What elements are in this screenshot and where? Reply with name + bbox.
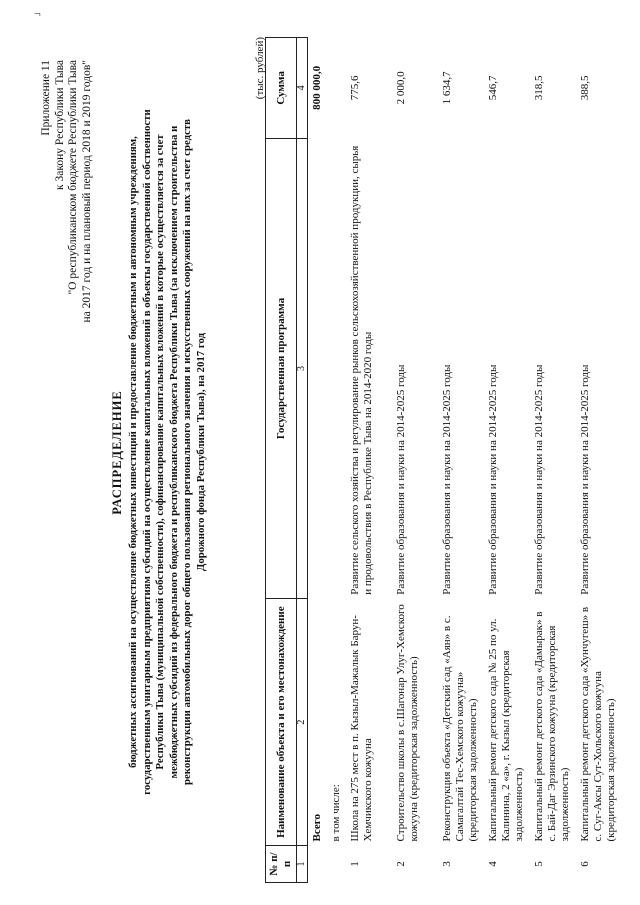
total-label: Всего [311, 814, 323, 842]
unit-note: (тыс. рублей) [254, 37, 266, 100]
col-number-4: 4 [297, 38, 308, 139]
table-row [438, 38, 484, 883]
table-row [530, 38, 576, 883]
row-num: 2 [395, 861, 407, 867]
table-row [484, 38, 530, 883]
appendix-line-3: "О республиканском бюджете Республики Тыва [67, 60, 79, 295]
col-number-3: 3 [297, 138, 308, 599]
total-row [308, 38, 328, 883]
col-number-1: 1 [297, 846, 308, 883]
document-title: РАСПРЕДЕЛЕНИЕ [110, 390, 124, 515]
row-sum: 546,7 [487, 75, 499, 101]
allocation-table [265, 37, 622, 883]
row-sum: 318,5 [533, 75, 545, 101]
row-object-name: Школа на 275 мест в п. Кызыл-Мажалык Барун-Хемчикского кожууна [349, 615, 374, 842]
row-object-name: Строительство школы в с.Шагонар Улуг-Хемского кожууна (кредиторская задолженность) [395, 604, 420, 842]
row-program: Развитие образования и науки на 2014-2025 годы [487, 364, 499, 595]
row-sum: 775,6 [349, 75, 361, 101]
table-row [392, 38, 438, 883]
table-row [346, 38, 392, 883]
header-name: Наименование объекта и его местонахождение [266, 599, 297, 846]
appendix-line-4: на 2017 год и на плановый период 2018 и 2019 годов" [80, 60, 93, 323]
row-program: Развитие сельского хозяйства и регулирование рынков сельскохозяйственной продукции, сырья и продовольствия в Республике Тыва на 2014-2020 годы [349, 145, 374, 595]
row-num: 4 [487, 861, 499, 867]
including-label: в том числе: [330, 784, 342, 842]
header-program: Государственная программа [266, 138, 297, 599]
including-row [327, 38, 346, 883]
appendix-header [40, 60, 94, 323]
row-sum: 388,5 [579, 75, 591, 101]
row-object-name: Реконструкция объекта «Детский сад «Аян» в с. Самагалтай Тес-Хемского кожууна» (кредиторская задолженность) [441, 615, 479, 842]
header-num: № п/п [266, 846, 297, 883]
table-row [576, 38, 622, 883]
row-num: 1 [349, 861, 361, 867]
row-object-name: Капитальный ремонт детского сада «Хунчугеш» в с. Суг-Аксы Сут-Хольского кожууна (кредиторская задолженность) [579, 606, 617, 842]
appendix-line-2: к Закону Республики Тыва [53, 60, 66, 190]
row-object-name: Капитальный ремонт детского сада № 25 по ул. Калинина, 2 «а», г. Кызыл (кредиторская задолженность) [487, 618, 525, 842]
total-sum: 800 000,0 [311, 65, 323, 110]
appendix-line-1: Приложение 11 [40, 60, 52, 136]
table-header-row [266, 38, 297, 883]
header-sum: Сумма [266, 38, 297, 139]
row-sum: 2 000,0 [395, 71, 407, 105]
row-object-name: Капитальный ремонт детского сада «Дамырак» в с. Бай-Даг Эрзинского кожууна (кредиторская задолженность) [533, 611, 571, 842]
page-mark: ¬ [34, 6, 41, 20]
row-sum: 1 634,7 [441, 71, 453, 105]
row-num: 6 [579, 861, 591, 867]
column-number-row [297, 38, 308, 883]
row-program: Развитие образования и науки на 2014-2025 годы [395, 364, 407, 595]
row-program: Развитие образования и науки на 2014-2025 годы [579, 364, 591, 595]
row-num: 5 [533, 861, 545, 867]
row-program: Развитие образования и науки на 2014-2025 годы [533, 364, 545, 595]
col-number-2: 2 [297, 599, 308, 846]
row-num: 3 [441, 861, 453, 867]
row-program: Развитие образования и науки на 2014-2025 годы [441, 364, 453, 595]
document-subtitle: бюджетных ассигнований на осуществление бюджетных инвестиций и предоставление бюджетным и автономным учреждениям, государственным унитарным предприятиям субсидий на осуществление капитальных вложений в объекты государственной собственности Республики Тыва (муниципальной собственности), софинансирование капитальных вложений в которые осуществляется за счет межбюджетных субсидий из федерального бюджета и республиканского бюджета Республики Тыва (за исключением строительства и реконструкции автомобильных дорог общего пользования регионального значения и искусственных сооружений на них за счет средств Дорожного фонда Республики Тыва), на 2017 год [127, 109, 207, 795]
